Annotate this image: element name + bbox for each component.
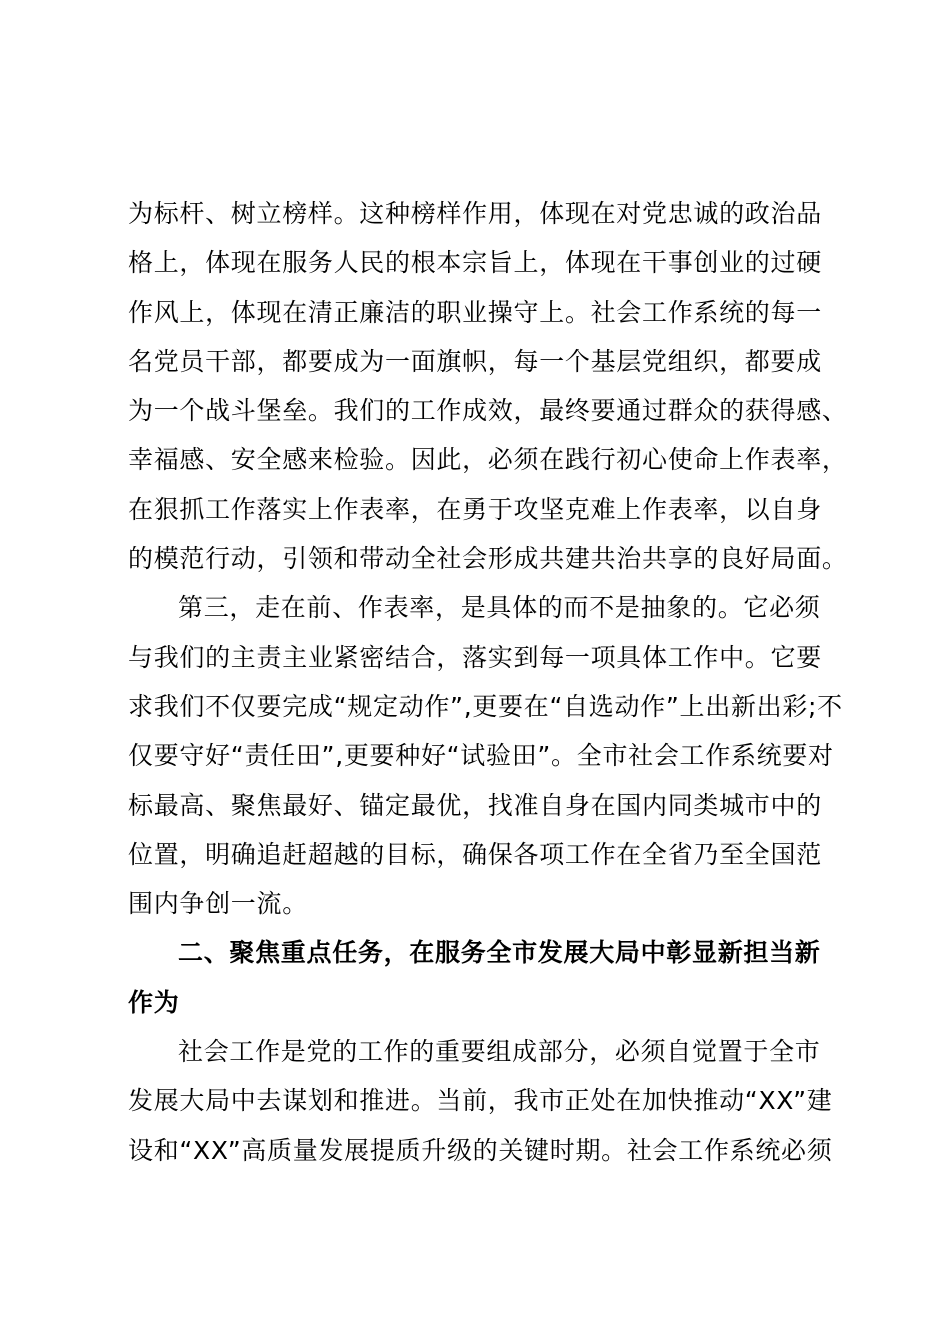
- section-heading-line: 作为: [128, 987, 180, 1017]
- text-line: 为一个战斗堡垒。我们的工作成效，最终要通过群众的获得感、: [128, 396, 848, 426]
- text-line: 为标杆、树立榜样。这种榜样作用，体现在对党忠诚的政治品: [128, 199, 822, 228]
- text-line: 位置，明确追赶超越的目标，确保各项工作在全省乃至全国范: [128, 839, 822, 869]
- paragraph-start-line: 社会工作是党的工作的重要组成部分，必须自觉置于全市: [178, 1037, 821, 1067]
- document-body: [128, 189, 848, 1175]
- text-line: 作风上，体现在清正廉洁的职业操守上。社会工作系统的每一: [128, 297, 822, 327]
- text-line: 发展大局中去谋划和推进。当前，我市正处在加快推动“XX”建: [128, 1086, 833, 1116]
- text-line: 仅要守好“责任田”,更要种好“试验田”。全市社会工作系统要对: [128, 741, 834, 771]
- paragraph-start-line: 第三，走在前、作表率，是具体的而不是抽象的。它必须: [178, 593, 821, 623]
- text-line: 设和“XX”高质量发展提质升级的关键时期。社会工作系统必须: [128, 1135, 833, 1165]
- text-line: 的模范行动，引领和带动全社会形成共建共治共享的良好局面。: [128, 544, 848, 574]
- text-line: 在狠抓工作落实上作表率，在勇于攻坚克难上作表率，以自身: [128, 494, 822, 524]
- section-heading-line: 二、聚焦重点任务，在服务全市发展大局中彰显新担当新: [178, 938, 821, 968]
- text-line: 求我们不仅要完成“规定动作”,更要在“自选动作”上出新出彩;不: [128, 691, 843, 721]
- text-line: 围内争创一流。: [128, 889, 308, 919]
- text-line: 与我们的主责主业紧密结合，落实到每一项具体工作中。它要: [128, 642, 822, 672]
- text-line: 幸福感、安全感来检验。因此，必须在践行初心使命上作表率，: [128, 445, 848, 475]
- text-line: 格上，体现在服务人民的根本宗旨上，体现在干事创业的过硬: [128, 248, 822, 278]
- text-line: 标最高、聚焦最好、锚定最优，找准自身在国内同类城市中的: [128, 790, 822, 820]
- text-line: 名党员干部，都要成为一面旗帜，每一个基层党组织，都要成: [128, 346, 822, 376]
